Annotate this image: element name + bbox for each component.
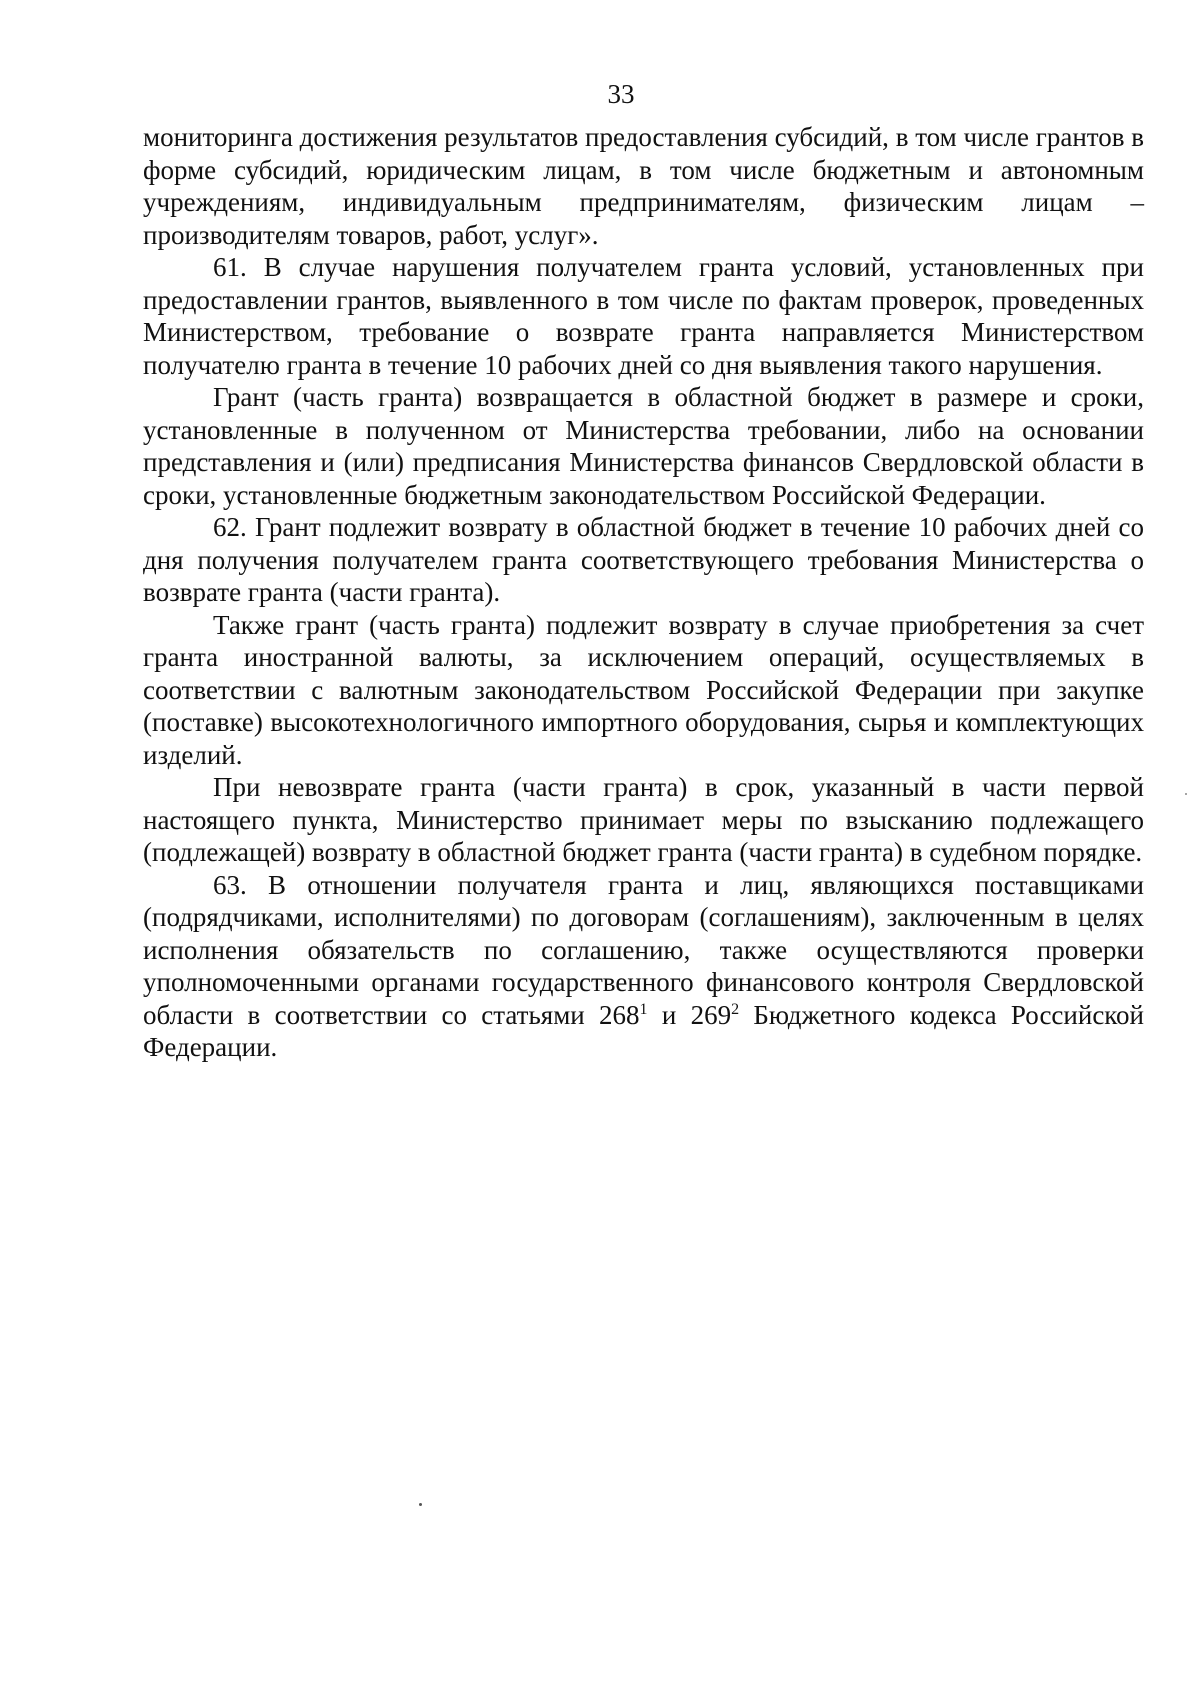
item-63-text-part1: 63. В отношении получателя гранта и лиц, являющихся поставщиками (подрядчиками, исполнителями) по договорам (соглашениям), заключенным в целях исполнения обязательств по соглашению, также осуществляются проверки уполномоченными органами государственного финансового контроля Свердловской области в соответствии со статьями 268 — [143, 869, 1144, 1030]
paragraph-continuation: мониторинга достижения результатов предоставления субсидий, в том числе грантов в форме субсидий, юридическим лицам, в том числе бюджетным и автономным учреждениям, индивидуальным предпринимателям, физическим лицам – производителям товаров, работ, услуг». — [143, 122, 1144, 250]
scan-speck — [1185, 793, 1187, 795]
paragraph-item-61: 61. В случае нарушения получателем гранта условий, установленных при предоставлении грантов, выявленного в том числе по фактам проверок, проведенных Министерством, требование о возврате гранта направляется Министерством получателю гранта в течение 10 рабочих дней со дня выявления такого нарушения. — [143, 252, 1144, 380]
paragraph-item-63 — [143, 869, 1144, 1064]
document-body — [143, 121, 1144, 1064]
superscript-2: 2 — [731, 1000, 740, 1018]
item-63-text-part2: и 269 — [647, 999, 732, 1030]
superscript-1: 1 — [639, 1000, 648, 1018]
paragraph-currency: Также грант (часть гранта) подлежит возврату в случае приобретения за счет гранта иностранной валюты, за исключением операций, осуществляемых в соответствии с валютным законодательством Российской Федерации при закупке (поставке) высокотехнологичного импортного оборудования, сырья и комплектующих изделий. — [143, 609, 1144, 770]
scan-speck — [419, 1503, 422, 1506]
paragraph-non-return: При невозврате гранта (части гранта) в срок, указанный в части первой настоящего пункта, Министерство принимает меры по взысканию подлежащего (подлежащей) возврату в областной бюджет гранта (части гранта) в судебном порядке. — [143, 772, 1144, 867]
paragraph-grant-return: Грант (часть гранта) возвращается в областной бюджет в размере и сроки, установленные в полученном от Министерства требовании, либо на основании представления и (или) предписания Министерства финансов Свердловской области в сроки, установленные бюджетным законодательством Российской Федерации. — [143, 382, 1144, 510]
paragraph-item-62: 62. Грант подлежит возврату в областной бюджет в течение 10 рабочих дней со дня получения получателем гранта соответствующего требования Министерства о возврате гранта (части гранта). — [143, 512, 1144, 607]
page-number: 33 — [607, 79, 635, 109]
item-63-text-part3: Бюджетного кодекса Российской Федерации. — [143, 999, 1144, 1062]
